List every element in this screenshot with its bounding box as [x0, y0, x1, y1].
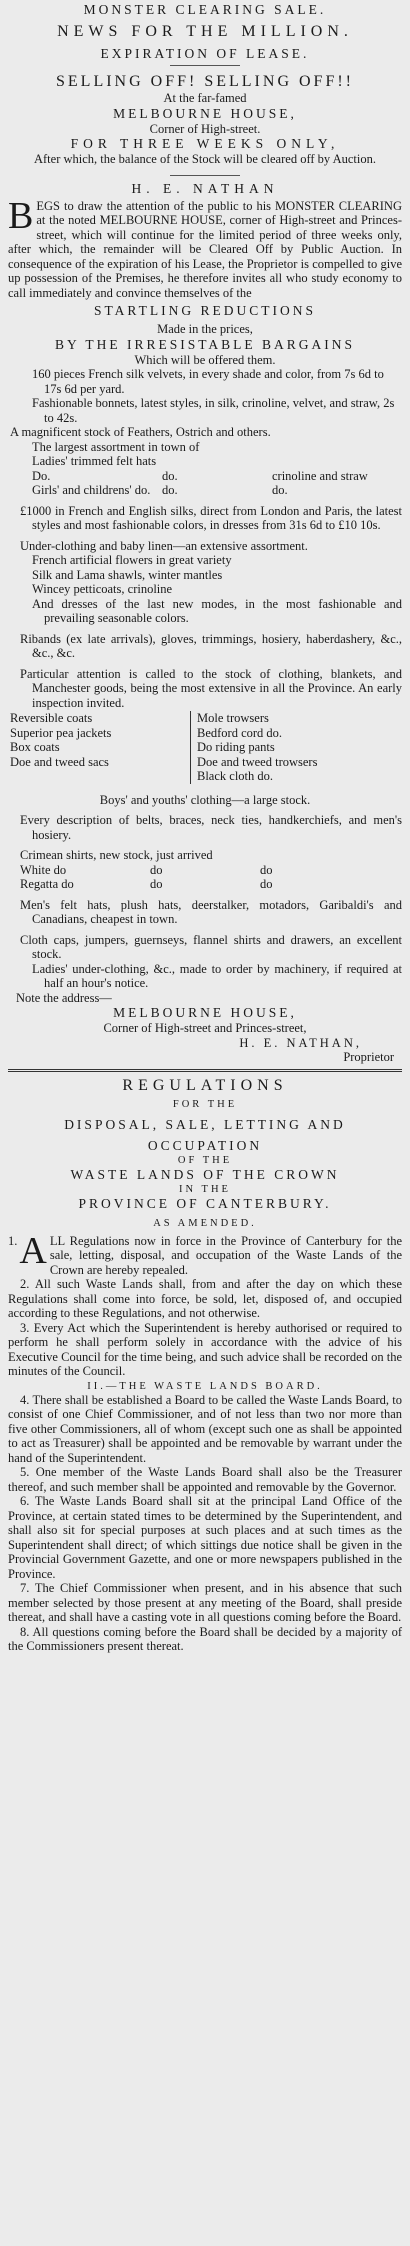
regulation-paragraph: 2. All such Waste Lands shall, from and after the day on which these Regulations shall come into force, be sold, let, disposed of, and occupied according to these Regulations, and not otherwise.	[8, 1277, 402, 1320]
clearing-sale-advertisement	[8, 2, 402, 1065]
shawls-item: Silk and Lama shawls, winter mantles	[32, 567, 223, 582]
selling-off-line: SELLING OFF! SELLING OFF!!	[56, 73, 354, 90]
regulations-province: PROVINCE OF CANTERBURY.	[78, 1195, 332, 1211]
ad-expiration-line: EXPIRATION OF LEASE.	[100, 46, 310, 61]
section-divider	[8, 1069, 402, 1072]
dresses-item: And dresses of the last new modes, in the most fashionable and prevailing seasonable colors.	[32, 596, 402, 625]
regulations-for: FOR THE	[172, 1098, 238, 1110]
hats-cell: Girls' and childrens' do.	[32, 483, 151, 497]
particular-attention-item: Particular attention is called to the stock of clothing, blankets, and Manchester goods, being the most extensive in all the Province. An early inspection invited.	[20, 666, 402, 710]
coats-item: Reversible coats	[10, 711, 93, 725]
regulation-paragraph: 7. The Chief Commissioner when present, and in his absence that such member selected by those present at any meeting of the Board, shall preside thereat, and shall have a casting vote in all questions coming before the Board.	[8, 1581, 402, 1624]
trousers-item: Doe and tweed trowsers	[197, 754, 318, 769]
hats-cell: crinoline and straw	[272, 468, 368, 483]
silks-item: £1000 in French and English silks, direct from London and Paris, the latest styles and most fashionable colors, in dresses from 31s 6d to £10 10s.	[20, 503, 402, 532]
ladies-underclothing-item: Ladies' under-clothing, &c., made to order by machinery, if required at half an hour's notice.	[32, 961, 402, 990]
corner-line: Corner of High-street.	[149, 121, 261, 136]
boys-clothing-item: Boys' and youths' clothing—a large stock.	[99, 792, 311, 807]
reductions-sub2: BY THE IRRESISTABLE BARGAINS	[54, 336, 356, 352]
divider	[170, 65, 240, 66]
shirts-cell: do	[260, 877, 273, 891]
far-famed-line: At the far-famed	[163, 91, 247, 105]
hats-cell: do.	[272, 483, 288, 497]
shirts-cell: Crimean shirts, new stock, just arrived	[20, 848, 213, 862]
melbourne-house-line: MELBOURNE HOUSE,	[113, 105, 297, 121]
hats-cell: do.	[162, 468, 178, 483]
trousers-item: Mole trowsers	[197, 711, 269, 725]
petticoats-item: Wincey petticoats, crinoline	[32, 582, 173, 596]
regulations-amended: AS AMENDED.	[153, 1217, 257, 1229]
hats-table	[8, 454, 402, 498]
regulation-paragraph: 3. Every Act which the Superintendent is hereby authorised or required to perform he shall perform solely in accordance with the advice of his Executive Council for the time being, and such advice shall be recorded on the minutes of the Council.	[8, 1320, 402, 1378]
hats-cell: do.	[162, 483, 178, 497]
regulations-of-the: OF THE	[177, 1154, 233, 1166]
trousers-item: Bedford cord do.	[197, 725, 283, 740]
coats-item: Superior pea jackets	[10, 725, 112, 740]
regulation-paragraph: 8. All questions coming before the Board shall be decided by a majority of the Commissioners present thereat.	[8, 1624, 402, 1653]
address-note: Note the address—	[16, 990, 112, 1005]
hats-cell: Do.	[32, 468, 51, 483]
regulation-1-number: 1.	[8, 1233, 18, 1248]
regulations-disposal: DISPOSAL, SALE, LETTING AND	[64, 1116, 346, 1132]
regulation-paragraph: 5. One member of the Waste Lands Board shall also be the Treasurer thereof, and such member shall be appointed and removable by the Governor.	[8, 1465, 402, 1494]
trousers-item: Black cloth do.	[197, 769, 274, 783]
address-corner: Corner of High-street and Princes-street,	[103, 1021, 307, 1035]
proprietor-signature: H. E. NATHAN,	[239, 1035, 362, 1050]
bonnets-item: Fashionable bonnets, latest styles, in silk, crinoline, velvet, and straw, 2s to 42s.	[32, 396, 395, 425]
regulation-paragraph: 4. There shall be established a Board to be called the Waste Lands Board, to consist of one Chief Commissioner, and of not less than two nor more than five other Commissioners, all of whom (except such one as shall be appointed to act as Treasurer) shall be appointed and be removable by warrant under the hand of the Superintendent.	[8, 1392, 402, 1465]
auction-line: After which, the balance of the Stock will be cleared off by Auction.	[33, 152, 377, 166]
ribands-item: Ribands (ex late arrivals), gloves, trimmings, hosiery, haberdashery, &c., &c., &c.	[20, 631, 402, 660]
shirts-cell: do	[260, 862, 273, 877]
reductions-sub3: Which will be offered them.	[134, 352, 276, 367]
ad-news-line: NEWS FOR THE MILLION.	[57, 23, 353, 40]
section-heading-waste-lands-board: II.—THE WASTE LANDS BOARD.	[87, 1380, 323, 1392]
intro-dropcap: B	[8, 194, 34, 237]
trousers-column	[191, 711, 317, 784]
regulation-1-dropcap: A	[19, 1229, 47, 1272]
regulations-occupation: OCCUPATION	[147, 1137, 263, 1153]
divider	[170, 175, 240, 176]
coats-item: Doe and tweed sacs	[10, 754, 109, 769]
shirts-cell: White do	[20, 862, 67, 877]
nathan-heading: H. E. NATHAN	[131, 180, 279, 196]
reductions-heading: STARTLING REDUCTIONS	[94, 303, 316, 318]
shirts-table	[8, 848, 402, 892]
regulation-paragraph: 6. The Waste Lands Board shall sit at the principal Land Office of the Province, at certain stated times to be determined by the Superintendent, and shall also sit for special purposes at such places and at such times as the Superintendent shall direct; of which sittings due notice shall be given in the Provincial Government Gazette, and one or more newspapers published in the Province.	[8, 1494, 402, 1581]
reductions-sub1: Made in the prices,	[157, 322, 253, 336]
shirts-cell: Regatta do	[20, 877, 74, 891]
belts-item: Every description of belts, braces, neck ties, handkerchiefs, and men's hosiery.	[20, 813, 402, 842]
regulation-1	[8, 1229, 402, 1278]
underclothing-item: Under-clothing and baby linen—an extensive assortment.	[20, 538, 308, 553]
intro-paragraph	[8, 194, 402, 301]
newspaper-column	[8, 0, 402, 1654]
regulations-waste-lands: WASTE LANDS OF THE CROWN	[70, 1166, 340, 1182]
proprietor-title: Proprietor	[343, 1050, 394, 1064]
three-weeks-line: FOR THREE WEEKS ONLY,	[70, 136, 340, 151]
coats-item: Box coats	[10, 740, 60, 754]
coats-column	[8, 711, 191, 784]
flowers-item: French artificial flowers in great variety	[32, 553, 232, 567]
address-name: MELBOURNE HOUSE,	[113, 1005, 297, 1020]
shirts-cell: do	[150, 862, 163, 877]
intro-text: EGS to draw the attention of the public to his MONSTER CLEARING at the noted MELBOURNE HOUSE, corner of High-street and Princes-street, which will continue for the limited period of three weeks only, after which, the remainder will be Cleared Off by Public Auction. In consequence of the expiration of his Lease, the Proprietor is compelled to give up possession of the Premises, he therefore invites all who study economy to call immediately and convince themselves of the	[8, 198, 402, 300]
regulation-1-text: LL Regulations now in force in the Province of Canterbury for the sale, letting, disposal, and occupation of the Waste Lands of the Crown are hereby repealed.	[49, 1233, 402, 1277]
trousers-item: Do riding pants	[197, 740, 275, 754]
feathers-item: A magnificent stock of Feathers, Ostrich and others.	[10, 425, 271, 439]
hats-intro: The largest assortment in town of	[32, 439, 200, 454]
shirts-cell: do	[150, 877, 163, 891]
ad-title: MONSTER CLEARING SALE.	[83, 2, 327, 17]
regulations-in-the: IN THE	[179, 1183, 231, 1195]
regulations-notice	[8, 1076, 402, 1654]
coats-trousers-columns	[8, 711, 402, 784]
cloth-caps-item: Cloth caps, jumpers, guernseys, flannel shirts and drawers, an excellent stock.	[20, 932, 402, 961]
regulations-title: REGULATIONS	[122, 1076, 288, 1094]
felt-hats-item: Men's felt hats, plush hats, deerstalker, motadors, Garibaldi's and Canadians, cheapest in town.	[20, 897, 402, 926]
hats-cell: Ladies' trimmed felt hats	[32, 454, 157, 468]
velvets-item: 160 pieces French silk velvets, in every shade and color, from 7s 6d to 17s 6d per yard.	[32, 367, 384, 396]
